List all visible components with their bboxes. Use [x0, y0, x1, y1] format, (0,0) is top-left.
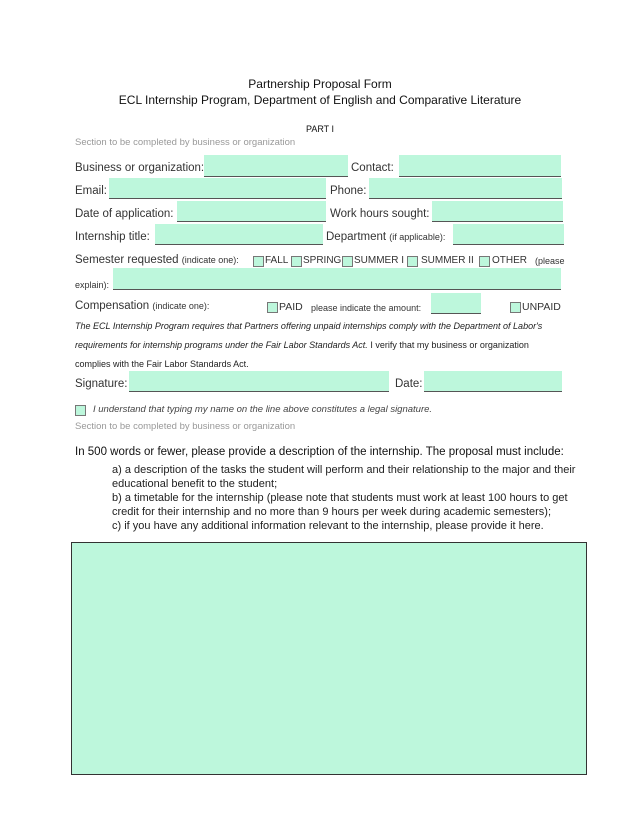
unpaid-label: UNPAID: [522, 301, 561, 313]
legal-line-2-rest: I verify that my business or organization: [367, 340, 529, 350]
semester-other-checkbox[interactable]: [479, 256, 490, 267]
date-application-field[interactable]: [177, 201, 326, 222]
instruction-a-line-2: educational benefit to the student;: [112, 478, 278, 490]
department-note: (if applicable):: [389, 232, 446, 242]
date-application-label: Date of application:: [75, 208, 174, 220]
form-subtitle: ECL Internship Program, Department of English and Comparative Literature: [118, 93, 522, 107]
internship-title-label: Internship title:: [75, 231, 150, 243]
compensation-text: Compensation: [75, 300, 150, 312]
semester-spring-checkbox[interactable]: [291, 256, 302, 267]
semester-explain-field[interactable]: [113, 268, 561, 290]
paid-label: PAID: [279, 301, 303, 313]
amount-label: please indicate the amount:: [311, 303, 422, 313]
legal-line-2-italic: requirements for internship programs under the Fair Labor Standards Act.: [75, 340, 368, 350]
legal-line-2: [75, 340, 529, 350]
semester-summer2-label: SUMMER II: [421, 255, 474, 266]
phone-field[interactable]: [369, 178, 562, 199]
signature-date-field[interactable]: [424, 371, 562, 392]
compensation-label: [75, 300, 209, 312]
semester-other-label: OTHER: [492, 255, 527, 266]
part-label: PART I: [305, 124, 334, 134]
semester-summer1-label: SUMMER I: [354, 255, 404, 266]
compensation-note: (indicate one):: [152, 301, 210, 311]
section-hint: Section to be completed by business or organization: [75, 137, 296, 148]
department-label: [326, 231, 445, 243]
instruction-b-line-1: b) a timetable for the internship (please note that students must work at least 100 hours to get: [112, 492, 568, 504]
instruction-c: c) if you have any additional information relevant to the internship, please provide it here.: [112, 520, 544, 532]
semester-label: [75, 254, 239, 266]
semester-note: (indicate one):: [181, 255, 239, 265]
description-heading: In 500 words or fewer, please provide a description of the internship. The proposal must include:: [75, 446, 564, 458]
semester-summer1-checkbox[interactable]: [342, 256, 353, 267]
signature-date-label: Date:: [395, 378, 423, 390]
amount-field[interactable]: [431, 293, 481, 314]
semester-please: (please: [535, 256, 565, 266]
email-label: Email:: [75, 185, 107, 197]
section-hint-2: Section to be completed by business or organization: [75, 421, 296, 432]
contact-label: Contact:: [351, 162, 394, 174]
signature-label: Signature:: [75, 378, 128, 390]
internship-title-field[interactable]: [155, 224, 323, 245]
semester-spring-label: SPRING: [303, 255, 342, 266]
legal-line-3: complies with the Fair Labor Standards Act.: [75, 359, 249, 369]
semester-text: Semester requested: [75, 254, 179, 266]
description-instructions: [112, 463, 575, 533]
legal-line-1: The ECL Internship Program requires that Partners offering unpaid internships comply with the Department of Labor's: [75, 321, 543, 331]
instruction-b-line-2: credit for their internship and no more than 9 hours per week during academic semesters);: [112, 506, 551, 518]
unpaid-checkbox[interactable]: [510, 302, 521, 313]
form-title: Partnership Proposal Form: [248, 77, 392, 91]
contact-field[interactable]: [399, 155, 561, 177]
consent-text: I understand that typing my name on the line above constitutes a legal signature.: [93, 404, 433, 415]
business-field[interactable]: [204, 155, 348, 177]
signature-field[interactable]: [129, 371, 389, 392]
phone-label: Phone:: [330, 185, 367, 197]
description-textarea[interactable]: [71, 542, 587, 775]
explain-label: explain):: [75, 280, 110, 290]
email-field[interactable]: [109, 178, 326, 199]
semester-fall-label: FALL: [265, 255, 289, 266]
work-hours-field[interactable]: [432, 201, 563, 222]
paid-checkbox[interactable]: [267, 302, 278, 313]
business-label: Business or organization:: [75, 162, 205, 174]
department-text: Department: [326, 231, 387, 243]
consent-checkbox[interactable]: [75, 405, 86, 416]
department-field[interactable]: [453, 224, 564, 245]
work-hours-label: Work hours sought:: [330, 208, 430, 220]
semester-fall-checkbox[interactable]: [253, 256, 264, 267]
semester-summer2-checkbox[interactable]: [407, 256, 418, 267]
instruction-a-line-1: a) a description of the tasks the student will perform and their relationship to the major and their: [112, 464, 576, 476]
